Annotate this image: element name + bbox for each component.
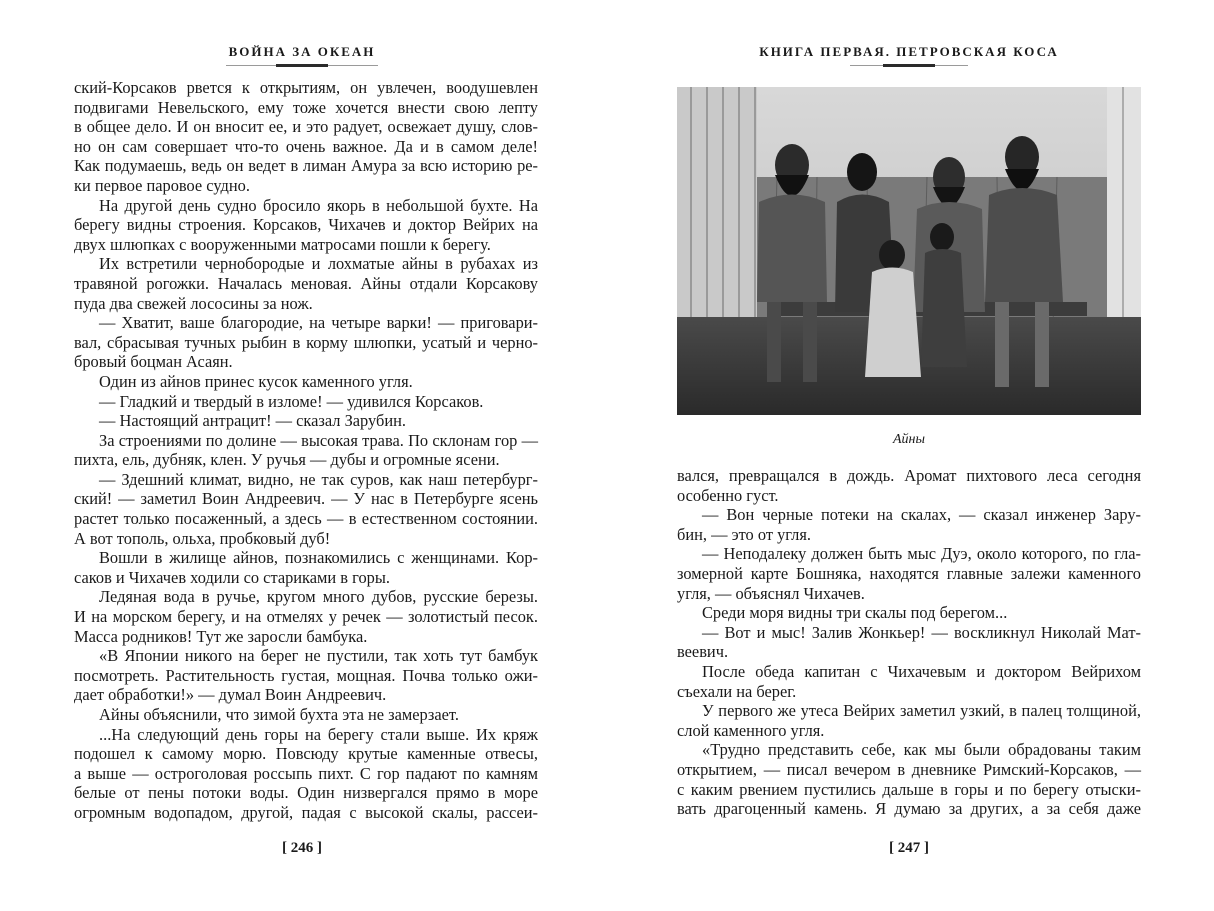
text-line: слой каменного угля. [677,720,825,740]
text-line: но он сам совершает что-то очень важное. Да и в самом деле! [74,136,538,156]
text-line: Айны объяснили, что зимой бухта эта не замерзает. [99,705,459,724]
text-line: огромным водопадом, другой, падая с высокой скалы, рассеи- [74,802,538,822]
text-line: растет только посаженный, а здесь — в естественном состоянии. [74,509,538,529]
text-line: «Трудно представить себе, как мы были обрадованы таким [702,740,1141,760]
text-line: бин, — это от угля. [677,524,811,544]
right-running-header: КНИГА ПЕРВАЯ. ПЕТРОВСКАЯ КОСА [759,44,1059,59]
text-line: ский-Корсаков рвется к открытиям, он увлечен, воодушевлен [74,78,538,97]
text-line: открытием, — писал вечером в дневнике Римский-Корсаков, — [677,759,1141,779]
text-line: — Гладкий и твердый в изломе! — удивился Корсаков. [99,391,484,411]
text-line: подошел к самому морю. Повсюду крутые каменные отвесы, [74,744,538,764]
text-line: берегу видны строения. Корсаков, Чихачев и доктор Вейрих на [74,215,538,235]
text-line: Один из айнов принес кусок каменного угля. [99,371,413,391]
text-line: пуда два свежей лососины за нож. [74,293,313,313]
photo-caption: Айны [893,432,925,447]
text-line: вался, превращался в дождь. Аромат пихтового леса сегодня [677,466,1141,485]
text-line: дает обработки!» — думал Воин Андреевич. [74,685,387,705]
text-line: особенно густ. [677,485,779,505]
text-line: съехали на берег. [677,681,797,701]
text-line: посмотреть. Растительность густая, мощная. Почва только ожи- [74,665,538,685]
text-line: — Неподалеку должен быть мыс Дуэ, около которого, по гла- [702,544,1141,564]
text-line: — Хватит, ваше благородие, на четыре варки! — приговари- [99,313,538,333]
text-line: а выше — остроголовая россыпь пихт. С гор падают по камням [74,763,538,783]
text-line: — Настоящий антрацит! — сказал Зарубин. [99,411,406,431]
text-line: — Вот и мыс! Залив Жонкьер! — воскликнул Николай Мат- [702,622,1141,642]
left-running-header: ВОЙНА ЗА ОКЕАН [228,44,376,59]
right-page-number: [ 247 ] [889,840,929,856]
text-line: Как подумаешь, ведь он ведет в лиман Амура за всю историю ре- [74,156,538,176]
text-line: Среди моря видны три скалы под берегом... [702,603,1008,623]
text-line: За строениями по долине — высокая трава. По склонам гор — [99,430,538,450]
text-line: травяной рогожки. Началась меновая. Айны отдали Корсакову [74,273,538,293]
text-line: бровый боцман Асаян. [74,352,233,372]
text-line: — Вон черные потеки на скалах, — сказал инженер Зару- [702,505,1141,525]
text-line: подвигами Невельского, ему тоже хочется внести свою лепту [74,97,538,117]
text-line: вать драгоценный камень. Я думаю за других, а за себя даже [677,799,1141,819]
text-line: ский! — заметил Воин Андреевич. — У нас в Петербурге ясень [74,489,538,509]
text-line: саков и Чихачев ходили со стариками в горы. [74,567,390,587]
text-line: с каким рвением пустились дальше в горы и по берегу отыски- [677,779,1141,799]
text-line: белые от пены потоки воды. Один низвергался прямо в море [74,783,538,803]
right-body-text [677,466,1141,819]
text-line: — Здешний климат, видно, не так суров, как наш петербург- [99,469,538,489]
text-line: угля, — объяснял Чихачев. [677,583,865,603]
text-line: Вошли в жилище айнов, познакомились с женщинами. Кор- [99,548,538,568]
right-header-rule [850,65,968,66]
text-line: И на морском берегу, и на отмелях у речек — золотистый песок. [74,607,538,627]
left-page-number: [ 246 ] [282,840,322,856]
text-line: веевич. [677,642,729,662]
text-line: Их встретили чернобородые и лохматые айны в рубахах из [99,254,538,274]
text-line: После обеда капитан с Чихачевым и доктором Вейрихом [702,661,1141,681]
text-line: А вот тополь, ольха, пробковый дуб! [74,528,331,548]
text-line: «В Японии никого на берег не пустили, так хоть тут бамбук [99,646,538,666]
text-line: На другой день судно бросило якорь в небольшой бухте. На [99,195,538,215]
text-line: в общее дело. И он вносит ее, и это радует, освежает душу, слов- [74,117,538,137]
text-line: пихта, ель, дубняк, клен. У ручья — дубы и огромные ясени. [74,450,500,470]
text-line: вал, сбрасывая тучных рыбин в корму шлюпки, усатый и черно- [74,332,538,352]
text-line: Ледяная вода в ручье, кругом много дубов, русские березы. [99,587,538,607]
right-page [607,0,1214,911]
left-body-text [74,78,538,823]
text-line: ...На следующий день горы на берегу стали выше. Их кряж [99,724,538,744]
text-line: ки первое паровое судно. [74,175,250,195]
text-line: зомерной карте Бошняка, находятся главные залежи каменного [677,563,1141,583]
left-header-rule [226,65,378,66]
text-line: двух шлюпках с вооруженными матросами пошли к берегу. [74,234,491,254]
text-line: Масса родников! Тут же заросли бамбука. [74,626,368,646]
ainu-group-photo [677,87,1141,415]
text-line: У первого же утеса Вейрих заметил узкий, в палец толщиной, [702,701,1141,721]
